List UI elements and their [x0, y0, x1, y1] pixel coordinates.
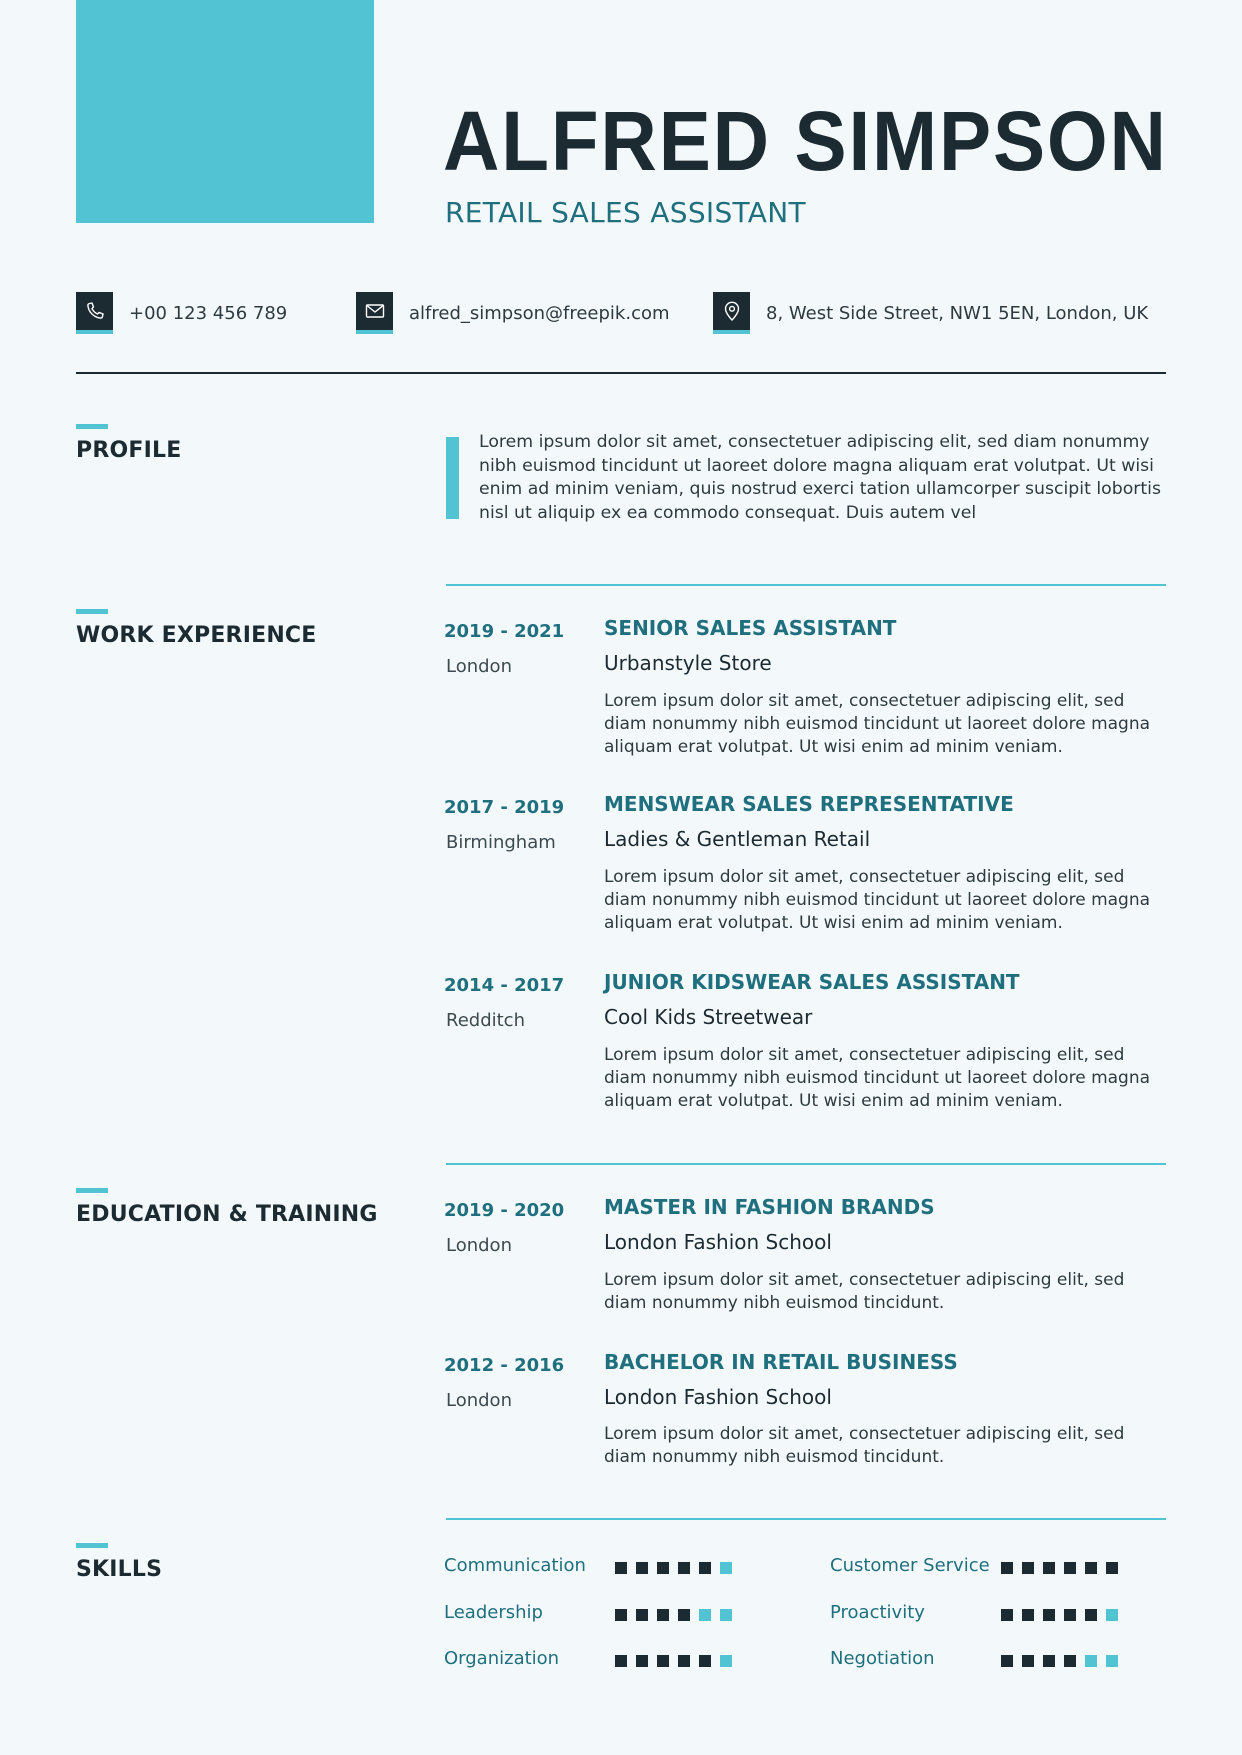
skill-label: Leadership: [444, 1602, 543, 1623]
entry-title: SENIOR SALES ASSISTANT: [604, 616, 897, 640]
section-divider: [446, 584, 1166, 586]
rating-dot-filled: [699, 1655, 711, 1667]
entry-title: MASTER IN FASHION BRANDS: [604, 1195, 935, 1219]
skill-rating: [1001, 1655, 1118, 1667]
phone-icon: [76, 292, 113, 334]
address-text: 8, West Side Street, NW1 5EN, London, UK: [766, 302, 1149, 324]
rating-dot-filled: [678, 1655, 690, 1667]
header-divider: [76, 372, 1166, 374]
rating-dot-filled: [1001, 1609, 1013, 1621]
rating-dot-filled: [636, 1562, 648, 1574]
phone-text[interactable]: +00 123 456 789: [129, 302, 288, 324]
contact-address: [713, 292, 1148, 334]
rating-dot-filled: [1064, 1562, 1076, 1574]
entry-city: Redditch: [446, 1010, 525, 1031]
rating-dot-filled: [699, 1562, 711, 1574]
rating-dot-empty: [720, 1655, 732, 1667]
section-title-work: WORK EXPERIENCE: [76, 623, 317, 648]
rating-dot-empty: [699, 1609, 711, 1621]
rating-dot-filled: [1106, 1562, 1118, 1574]
entry-description: Lorem ipsum dolor sit amet, consectetuer adipiscing elit, sed diam nonummy nibh euismod tincidunt ut laoreet dolore magna aliquam erat volutpat. Ut wisi enim ad minim veniam.: [604, 1045, 1151, 1111]
contact-email: [356, 292, 670, 334]
rating-dot-filled: [1043, 1655, 1055, 1667]
rating-dot-filled: [1022, 1655, 1034, 1667]
rating-dot-filled: [615, 1609, 627, 1621]
section-marker: [76, 1188, 108, 1193]
rating-dot-filled: [636, 1609, 648, 1621]
contact-phone: [76, 292, 287, 334]
entry-title: BACHELOR IN RETAIL BUSINESS: [604, 1350, 958, 1374]
rating-dot-filled: [1085, 1562, 1097, 1574]
section-marker: [76, 609, 108, 614]
entry-organization: Cool Kids Streetwear: [604, 1005, 813, 1029]
rating-dot-filled: [1064, 1609, 1076, 1621]
candidate-name: ALFRED SIMPSON: [443, 94, 1168, 188]
rating-dot-filled: [678, 1562, 690, 1574]
rating-dot-filled: [657, 1562, 669, 1574]
rating-dot-filled: [678, 1609, 690, 1621]
email-text[interactable]: alfred_simpson@freepik.com: [409, 302, 670, 324]
entry-city: Birmingham: [446, 832, 556, 853]
skill-rating: [615, 1562, 732, 1574]
rating-dot-empty: [1085, 1655, 1097, 1667]
rating-dot-filled: [615, 1655, 627, 1667]
skill-rating: [615, 1655, 732, 1667]
skill-label: Negotiation: [830, 1648, 935, 1669]
profile-text: Lorem ipsum dolor sit amet, consectetuer adipiscing elit, sed diam nonummy nibh euismod tincidunt ut laoreet dolore magna aliquam erat volutpat. Ut wisi enim ad minim veniam, quis nostrud exerci tation ullamcorper suscipit lobortis nisl ut aliquip ex ea commodo consequat. Duis autem vel: [479, 432, 1161, 523]
entry-description: Lorem ipsum dolor sit amet, consectetuer adipiscing elit, sed diam nonummy nibh euismod tincidunt.: [604, 1424, 1125, 1467]
entry-description: Lorem ipsum dolor sit amet, consectetuer adipiscing elit, sed diam nonummy nibh euismod tincidunt ut laoreet dolore magna aliquam erat volutpat. Ut wisi enim ad minim veniam.: [604, 691, 1151, 757]
entry-years: 2014 - 2017: [444, 975, 565, 996]
rating-dot-empty: [1106, 1655, 1118, 1667]
entry-years: 2017 - 2019: [444, 797, 565, 818]
rating-dot-empty: [720, 1562, 732, 1574]
section-marker: [76, 1543, 108, 1548]
entry-years: 2019 - 2020: [444, 1200, 565, 1221]
skill-label: Customer Service: [830, 1555, 990, 1576]
skill-rating: [615, 1609, 732, 1621]
mail-icon: [356, 292, 393, 334]
entry-title: JUNIOR KIDSWEAR SALES ASSISTANT: [604, 970, 1020, 994]
section-divider: [446, 1163, 1166, 1165]
rating-dot-filled: [1085, 1609, 1097, 1621]
entry-description: Lorem ipsum dolor sit amet, consectetuer adipiscing elit, sed diam nonummy nibh euismod tincidunt ut laoreet dolore magna aliquam erat volutpat. Ut wisi enim ad minim veniam.: [604, 867, 1151, 933]
section-title-skills: SKILLS: [76, 1557, 163, 1582]
rating-dot-filled: [1022, 1609, 1034, 1621]
entry-years: 2012 - 2016: [444, 1355, 565, 1376]
rating-dot-filled: [657, 1609, 669, 1621]
rating-dot-filled: [1064, 1655, 1076, 1667]
section-divider: [446, 1518, 1166, 1520]
rating-dot-filled: [1043, 1562, 1055, 1574]
skill-label: Communication: [444, 1555, 586, 1576]
rating-dot-filled: [615, 1562, 627, 1574]
entry-organization: Urbanstyle Store: [604, 651, 772, 675]
rating-dot-empty: [1106, 1609, 1118, 1621]
entry-description: Lorem ipsum dolor sit amet, consectetuer adipiscing elit, sed diam nonummy nibh euismod tincidunt.: [604, 1270, 1125, 1313]
entry-organization: London Fashion School: [604, 1230, 832, 1254]
skill-rating: [1001, 1562, 1118, 1574]
entry-city: London: [446, 656, 512, 677]
section-title-education: EDUCATION & TRAINING: [76, 1202, 378, 1227]
location-pin-icon: [713, 292, 750, 334]
profile-accent-bar: [446, 437, 459, 519]
entry-title: MENSWEAR SALES REPRESENTATIVE: [604, 792, 1014, 816]
section-marker: [76, 424, 108, 429]
entry-organization: London Fashion School: [604, 1385, 832, 1409]
skill-rating: [1001, 1609, 1118, 1621]
rating-dot-filled: [1001, 1562, 1013, 1574]
section-title-profile: PROFILE: [76, 438, 182, 463]
rating-dot-filled: [1043, 1609, 1055, 1621]
skill-label: Proactivity: [830, 1602, 925, 1623]
accent-block: [76, 0, 374, 223]
rating-dot-filled: [1001, 1655, 1013, 1667]
rating-dot-filled: [636, 1655, 648, 1667]
skill-label: Organization: [444, 1648, 560, 1669]
entry-city: London: [446, 1390, 512, 1411]
entry-city: London: [446, 1235, 512, 1256]
rating-dot-filled: [657, 1655, 669, 1667]
rating-dot-empty: [720, 1609, 732, 1621]
entry-organization: Ladies & Gentleman Retail: [604, 827, 871, 851]
rating-dot-filled: [1022, 1562, 1034, 1574]
entry-years: 2019 - 2021: [444, 621, 565, 642]
job-role: RETAIL SALES ASSISTANT: [445, 196, 806, 229]
